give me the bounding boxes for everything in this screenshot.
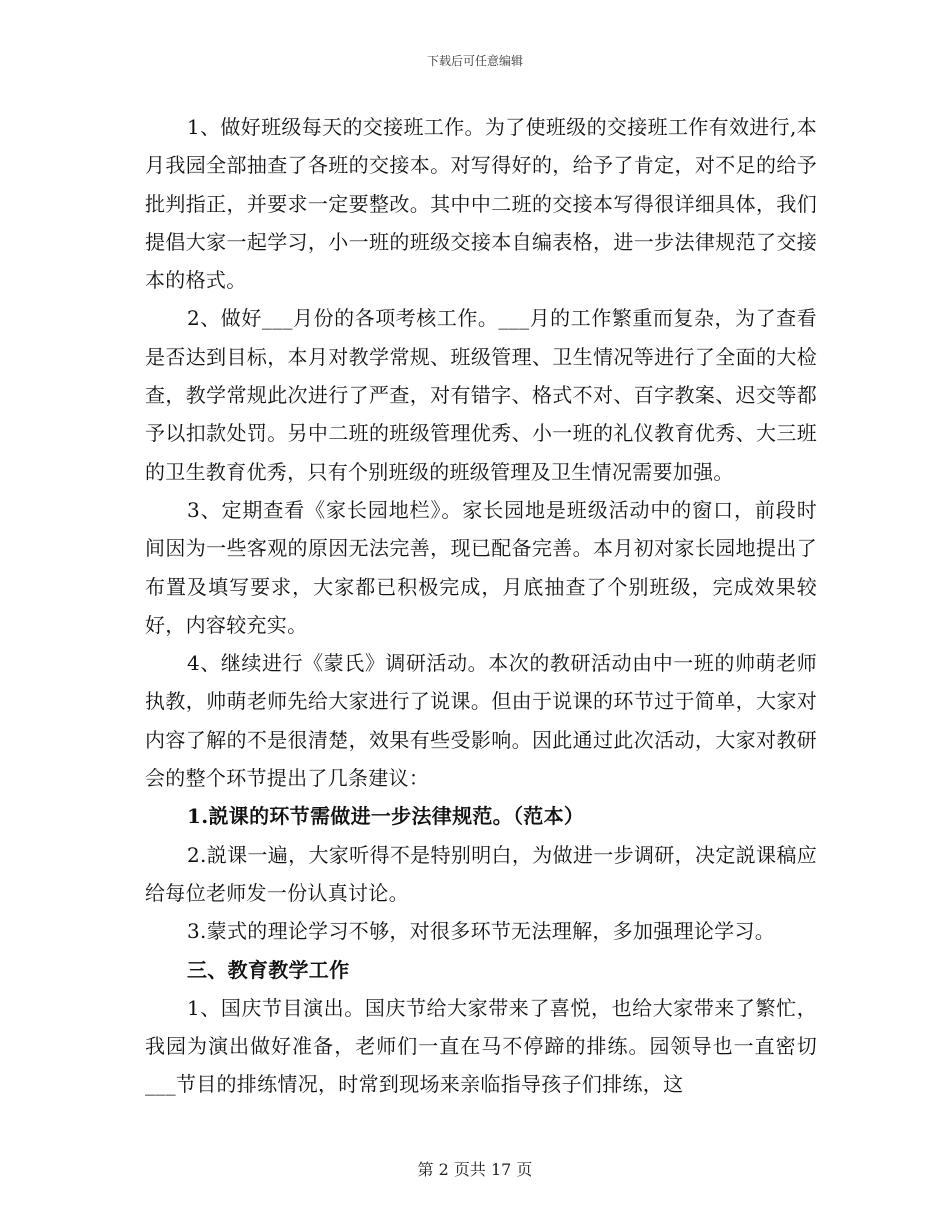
paragraph-assessment: 2、做好___月份的各项考核工作。___月的工作繁重而复杂，为了查看是否达到目标，本月对教学常规、班级管理、卫生情况等进行了全面的大检查，教学常规此次进行了严查，对有错字、格式不对、百字教案、迟交等都予以扣款处罚。另中二班的班级管理优秀、小一班的礼仪教育优秀、大三班的卫生教育优秀，只有个别班级的班级管理及卫生情况需要加强。 bbox=[145, 306, 817, 484]
page-footer: 第 2 页共 17 页 bbox=[417, 1160, 533, 1179]
section-heading: 三、教育教学工作 bbox=[187, 957, 350, 982]
paragraph-handover: 1、做好班级每天的交接班工作。为了使班级的交接班工作有效进行,本月我园全部抽查了各班的交接本。对写得好的，给予了肯定，对不足的给予批判指正，并要求一定要整改。其中中二班的交接本写得很详细具体，我们提倡大家一起学习，小一班的班级交接本自编表格，进一步法律规范了交接本的格式。 bbox=[145, 115, 817, 293]
paragraph-parent-board: 3、定期查看《家长园地栏》。家长园地是班级活动中的窗口，前段时间因为一些客观的原因无法完善，现已配备完善。本月初对家长园地提出了布置及填写要求，大家都已积极完成，月底抽查了个别班级，完成效果较好，内容较充实。 bbox=[145, 497, 817, 637]
suggestion-3: 3.蒙式的理论学习不够，对很多环节无法理解，多加强理论学习。 bbox=[187, 919, 776, 944]
paragraph-montessori-research: 4、继续进行《蒙氏》调研活动。本次的教研活动由中一班的帅萌老师执教，帅萌老师先给大家进行了说课。但由于说课的环节过于简单，大家对内容了解的不是很清楚，效果有些受影响。因此通过此次活动，大家对教研会的整个环节提出了几条建议： bbox=[145, 651, 817, 791]
document-body bbox=[145, 108, 817, 1104]
suggestion-1: 1.説课的环节需做进一步法律规范。（范本） bbox=[187, 804, 585, 829]
page-header: 下载后可任意编辑 bbox=[426, 54, 523, 68]
suggestion-2: 2.説课一遍，大家听得不是特别明白，为做进一步调研，决定説课稿应给每位老师发一份认真讨论。 bbox=[145, 842, 817, 905]
paragraph-national-day: 1、国庆节目演出。国庆节给大家带来了喜悦，也给大家带来了繁忙，我园为演出做好准备，老师们一直在马不停蹄的排练。园领导也一直密切___节目的排练情况，时常到现场来亲临指导孩子们排练，这 bbox=[145, 995, 817, 1097]
